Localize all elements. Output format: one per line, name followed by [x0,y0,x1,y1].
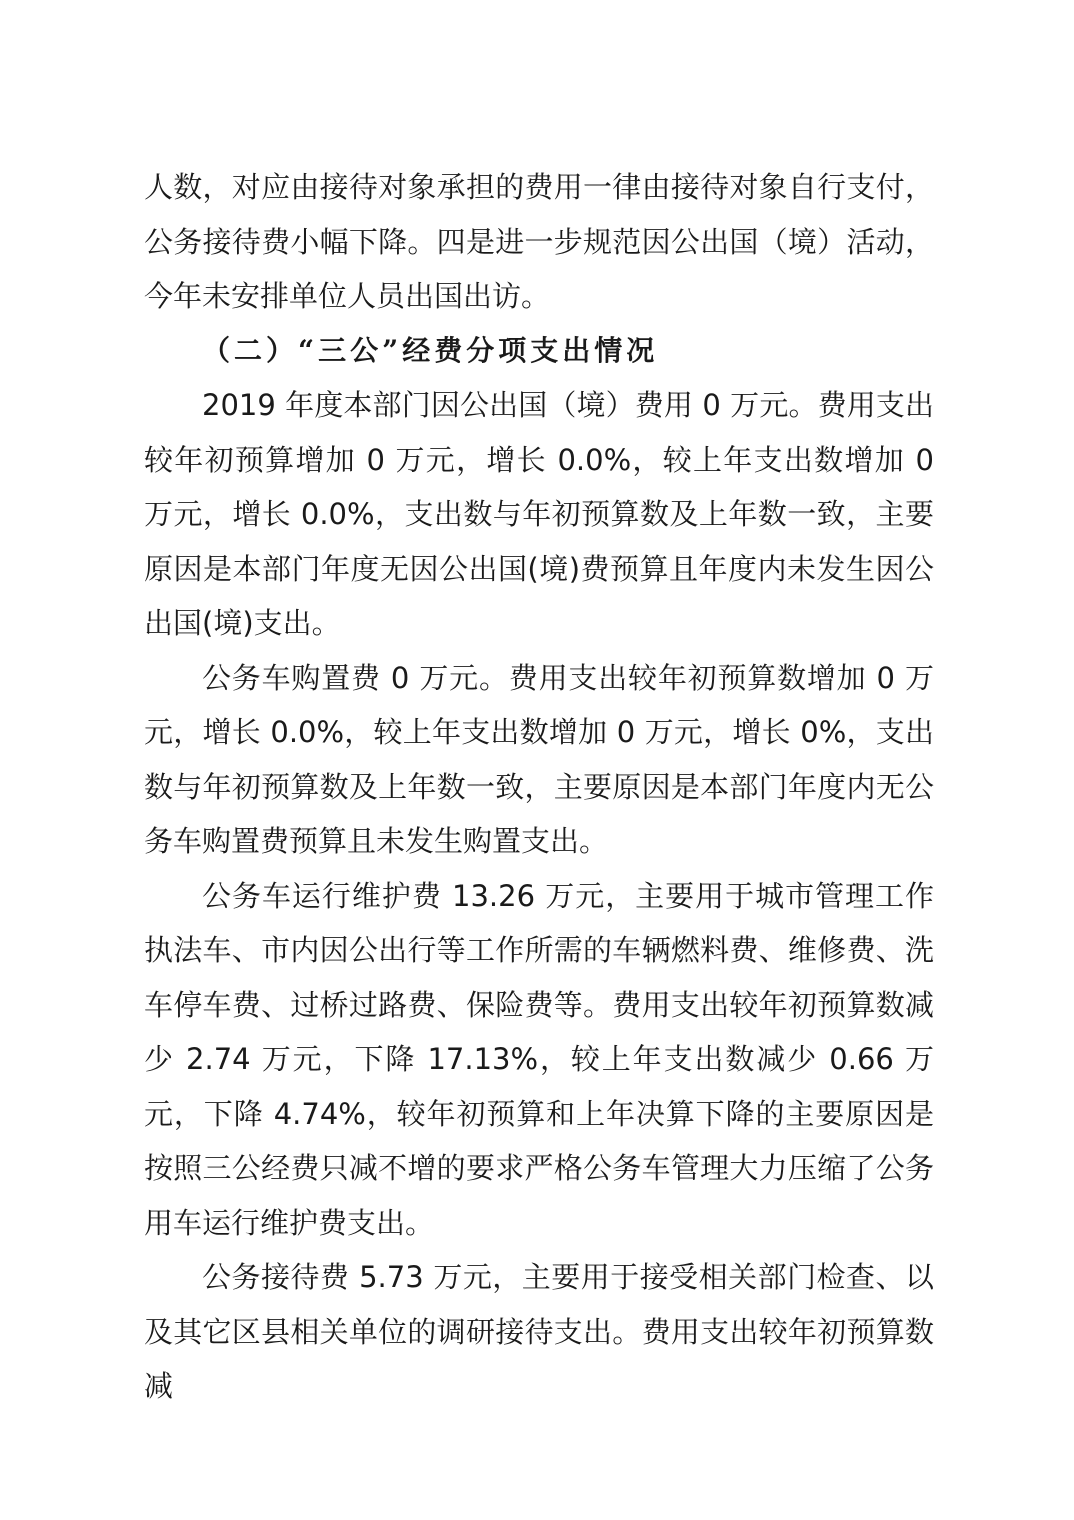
paragraph-reception-expense: 公务接待费 5.73 万元，主要用于接受相关部门检查、以及其它区县相关单位的调研接待支出。费用支出较年初预算数减 [144,1260,934,1403]
paragraph-vehicle-purchase: 公务车购置费 0 万元。费用支出较年初预算数增加 0 万元，增长 0.0%，较上年支出数增加 0 万元，增长 0%，支出数与年初预算数及上年数一致，主要原因是本部门年度内无公务车购置费预算且未发生购置支出。 [144,660,934,858]
section-heading: （二）“三公”经费分项支出情况 [202,333,659,367]
document-body [144,160,934,1414]
paragraph-vehicle-maintenance: 公务车运行维护费 13.26 万元，主要用于城市管理工作执法车、市内因公出行等工作所需的车辆燃料费、维修费、洗车停车费、过桥过路费、保险费等。费用支出较年初预算数减少 2.74 万元，下降 17.13%，较上年支出数减少 0.66 万元，下降 4.74%，较年初预算和上年决算下降的主要原因是按照三公经费只减不增的要求严格公务车管理大力压缩了公务用车运行维护费支出。 [144,878,934,1240]
paragraph-intro-continuation: 人数，对应由接待对象承担的费用一律由接待对象自行支付，公务接待费小幅下降。四是进一步规范因公出国（境）活动，今年未安排单位人员出国出访。 [144,170,934,313]
paragraph-overseas-expense: 2019 年度本部门因公出国（境）费用 0 万元。费用支出较年初预算增加 0 万元，增长 0.0%，较上年支出数增加 0 万元，增长 0.0%，支出数与年初预算数及上年数一致，主要原因是本部门年度无因公出国(境)费预算且年度内未发生因公出国(境)支出。 [144,388,934,640]
